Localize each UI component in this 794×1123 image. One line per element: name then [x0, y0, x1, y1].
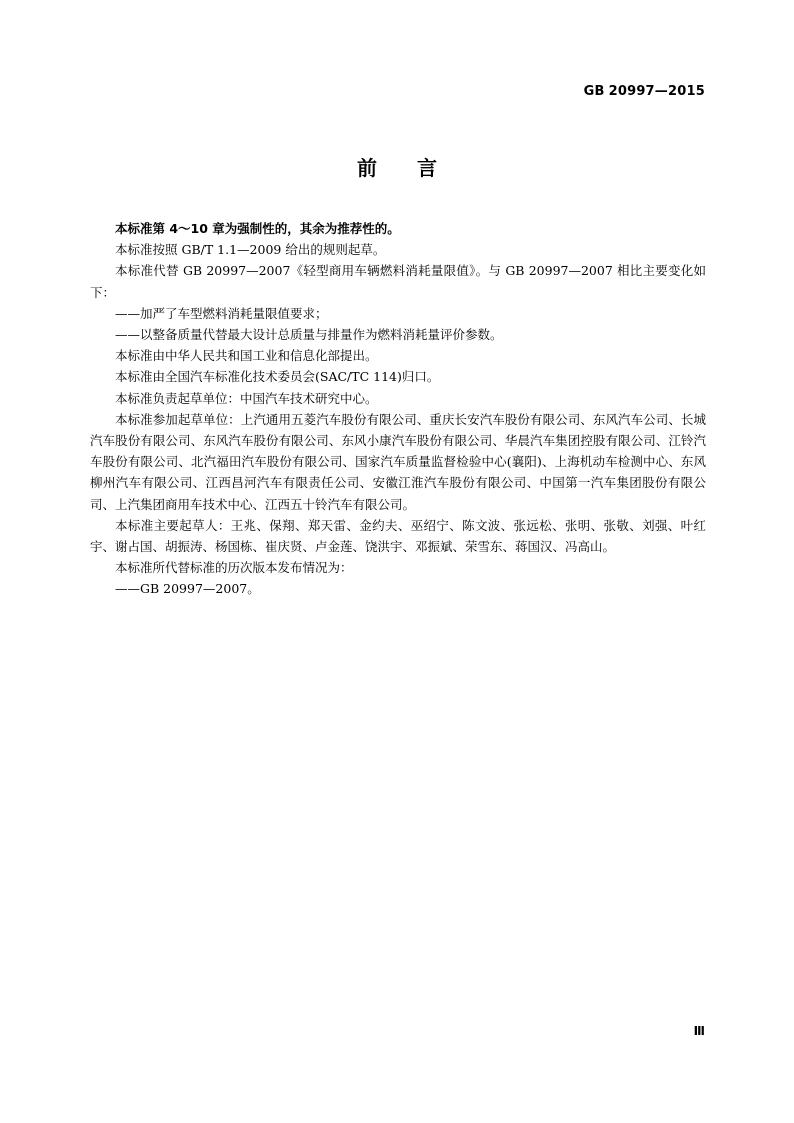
paragraph-drafting-rules: 本标准按照 GB/T 1.1—2009 给出的规则起草。 — [115, 242, 386, 258]
page-number: Ⅲ — [693, 1024, 705, 1038]
standard-prefix: GB — [583, 84, 605, 99]
paragraph-main-drafters: 本标准主要起草人：王兆、保翔、郑天雷、金约夫、巫绍宁、陈文波、张远松、张明、张敬、刘强、叶红宇、谢占国、胡振涛、杨国栋、崔庆贤、卢金莲、饶洪宇、邓振斌、荣雪东、蒋国汉、冯高山。 — [90, 517, 706, 555]
standard-number — [584, 84, 705, 99]
previous-edition-item: ——GB 20997—2007。 — [115, 581, 260, 597]
change-item-2: ——以整备质量代替最大设计总质量与排量作为燃料消耗量评价参数。 — [115, 327, 503, 343]
change-item-1: ——加严了车型燃料消耗量限值要求； — [115, 305, 328, 321]
paragraph-previous-editions: 本标准所代替标准的历次版本发布情况为： — [115, 560, 353, 576]
standard-code: 20997—2015 — [608, 84, 705, 99]
paragraph-lead-drafter: 本标准负责起草单位：中国汽车技术研究中心。 — [115, 390, 378, 406]
paragraph-proposed-by: 本标准由中华人民共和国工业和信息化部提出。 — [115, 348, 378, 364]
paragraph-replaces: 本标准代替 GB 20997—2007《轻型商用车辆燃料消耗量限值》。与 GB 20997—2007 相比主要变化如下： — [90, 263, 706, 300]
foreword-body — [90, 218, 706, 600]
paragraph-administered-by: 本标准由全国汽车标准化技术委员会(SAC/TC 114)归口。 — [115, 369, 440, 385]
page-title: 前言 — [357, 156, 477, 180]
paragraph-participating-units: 本标准参加起草单位：上汽通用五菱汽车股份有限公司、重庆长安汽车股份有限公司、东风汽车公司、长城汽车股份有限公司、东风汽车股份有限公司、东风小康汽车股份有限公司、华晨汽车集团控股有限公司、江铃汽车股份有限公司、北汽福田汽车股份有限公司、国家汽车质量监督检验中心(襄阳)、上海机动车检测中心、东风柳州汽车有限公司、江西昌河汽车有限责任公司、安徽江淮汽车股份有限公司、中国第一汽车集团股份有限公司、上汽集团商用车技术中心、江西五十铃汽车有限公司。 — [90, 411, 706, 512]
paragraph-mandatory-chapters: 本标准第 4～10 章为强制性的，其余为推荐性的。 — [115, 221, 400, 236]
